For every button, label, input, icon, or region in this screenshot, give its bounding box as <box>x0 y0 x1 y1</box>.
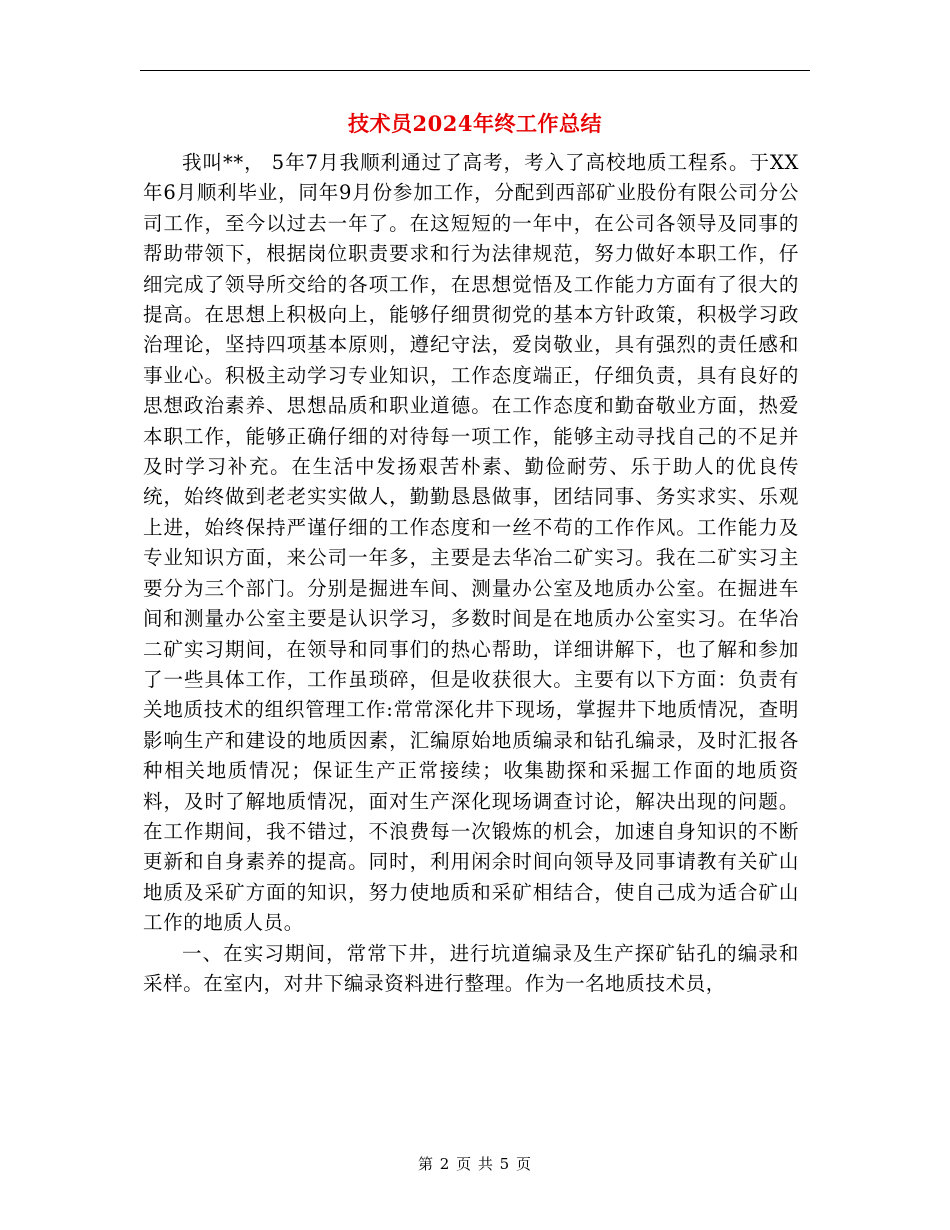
document-title: 技术员2024年终工作总结 <box>348 111 602 136</box>
body-paragraph: 我叫**， 5年7月我顺利通过了高考，考入了高校地质工程系。于XX年6月顺利毕业，同年9月份参加工作，分配到西部矿业股份有限公司分公司工作，至今以过去一年了。在这短短的一年中，在公司各领导及同事的帮助带领下，根据岗位职责要求和行为法律规范，努力做好本职工作，仔细完成了领导所交给的各项工作，在思想觉悟及工作能力方面有了很大的提高。在思想上积极向上，能够仔细贯彻党的基本方针政策，积极学习政治理论，坚持四项基本原则，遵纪守法，爱岗敬业，具有强烈的责任感和事业心。积极主动学习专业知识，工作态度端正，仔细负责，具有良好的思想政治素养、思想品质和职业道德。在工作态度和勤奋敬业方面，热爱本职工作，能够正确仔细的对待每一项工作，能够主动寻找自己的不足并及时学习补充。在生活中发扬艰苦朴素、勤俭耐劳、乐于助人的优良传统，始终做到老老实实做人，勤勤恳恳做事，团结同事、务实求实、乐观上进，始终保持严谨仔细的工作态度和一丝不苟的工作作风。工作能力及专业知识方面，来公司一年多，主要是去华冶二矿实习。我在二矿实习主要分为三个部门。分别是掘进车间、测量办公室及地质办公室。在掘进车间和测量办公室主要是认识学习，多数时间是在地质办公室实习。在华冶二矿实习期间，在领导和同事们的热心帮助，详细讲解下，也了解和参加了一些具体工作，工作虽琐碎，但是收获很大。主要有以下方面：负责有关地质技术的组织管理工作:常常深化井下现场，掌握井下地质情况，查明影响生产和建设的地质因素，汇编原始地质编录和钻孔编录，及时汇报各种相关地质情况；保证生产正常接续；收集勘探和采掘工作面的地质资料，及时了解地质情况，面对生产深化现场调查讨论，解决出现的问题。在工作期间，我不错过，不浪费每一次锻炼的机会，加速自身知识的不断更新和自身素养的提高。同时，利用闲余时间向领导及同事请教有关矿山地质及采矿方面的知识，努力使地质和采矿相结合，使自己成为适合矿山工作的地质人员。 <box>143 151 799 935</box>
body-paragraph: 一、在实习期间，常常下井，进行坑道编录及生产探矿钻孔的编录和采样。在室内，对井下编录资料进行整理。作为一名地质技术员， <box>143 941 799 995</box>
page-number-footer: 第 2 页 共 5 页 <box>418 1155 532 1173</box>
header-rule <box>140 70 810 71</box>
document-body <box>143 148 799 999</box>
